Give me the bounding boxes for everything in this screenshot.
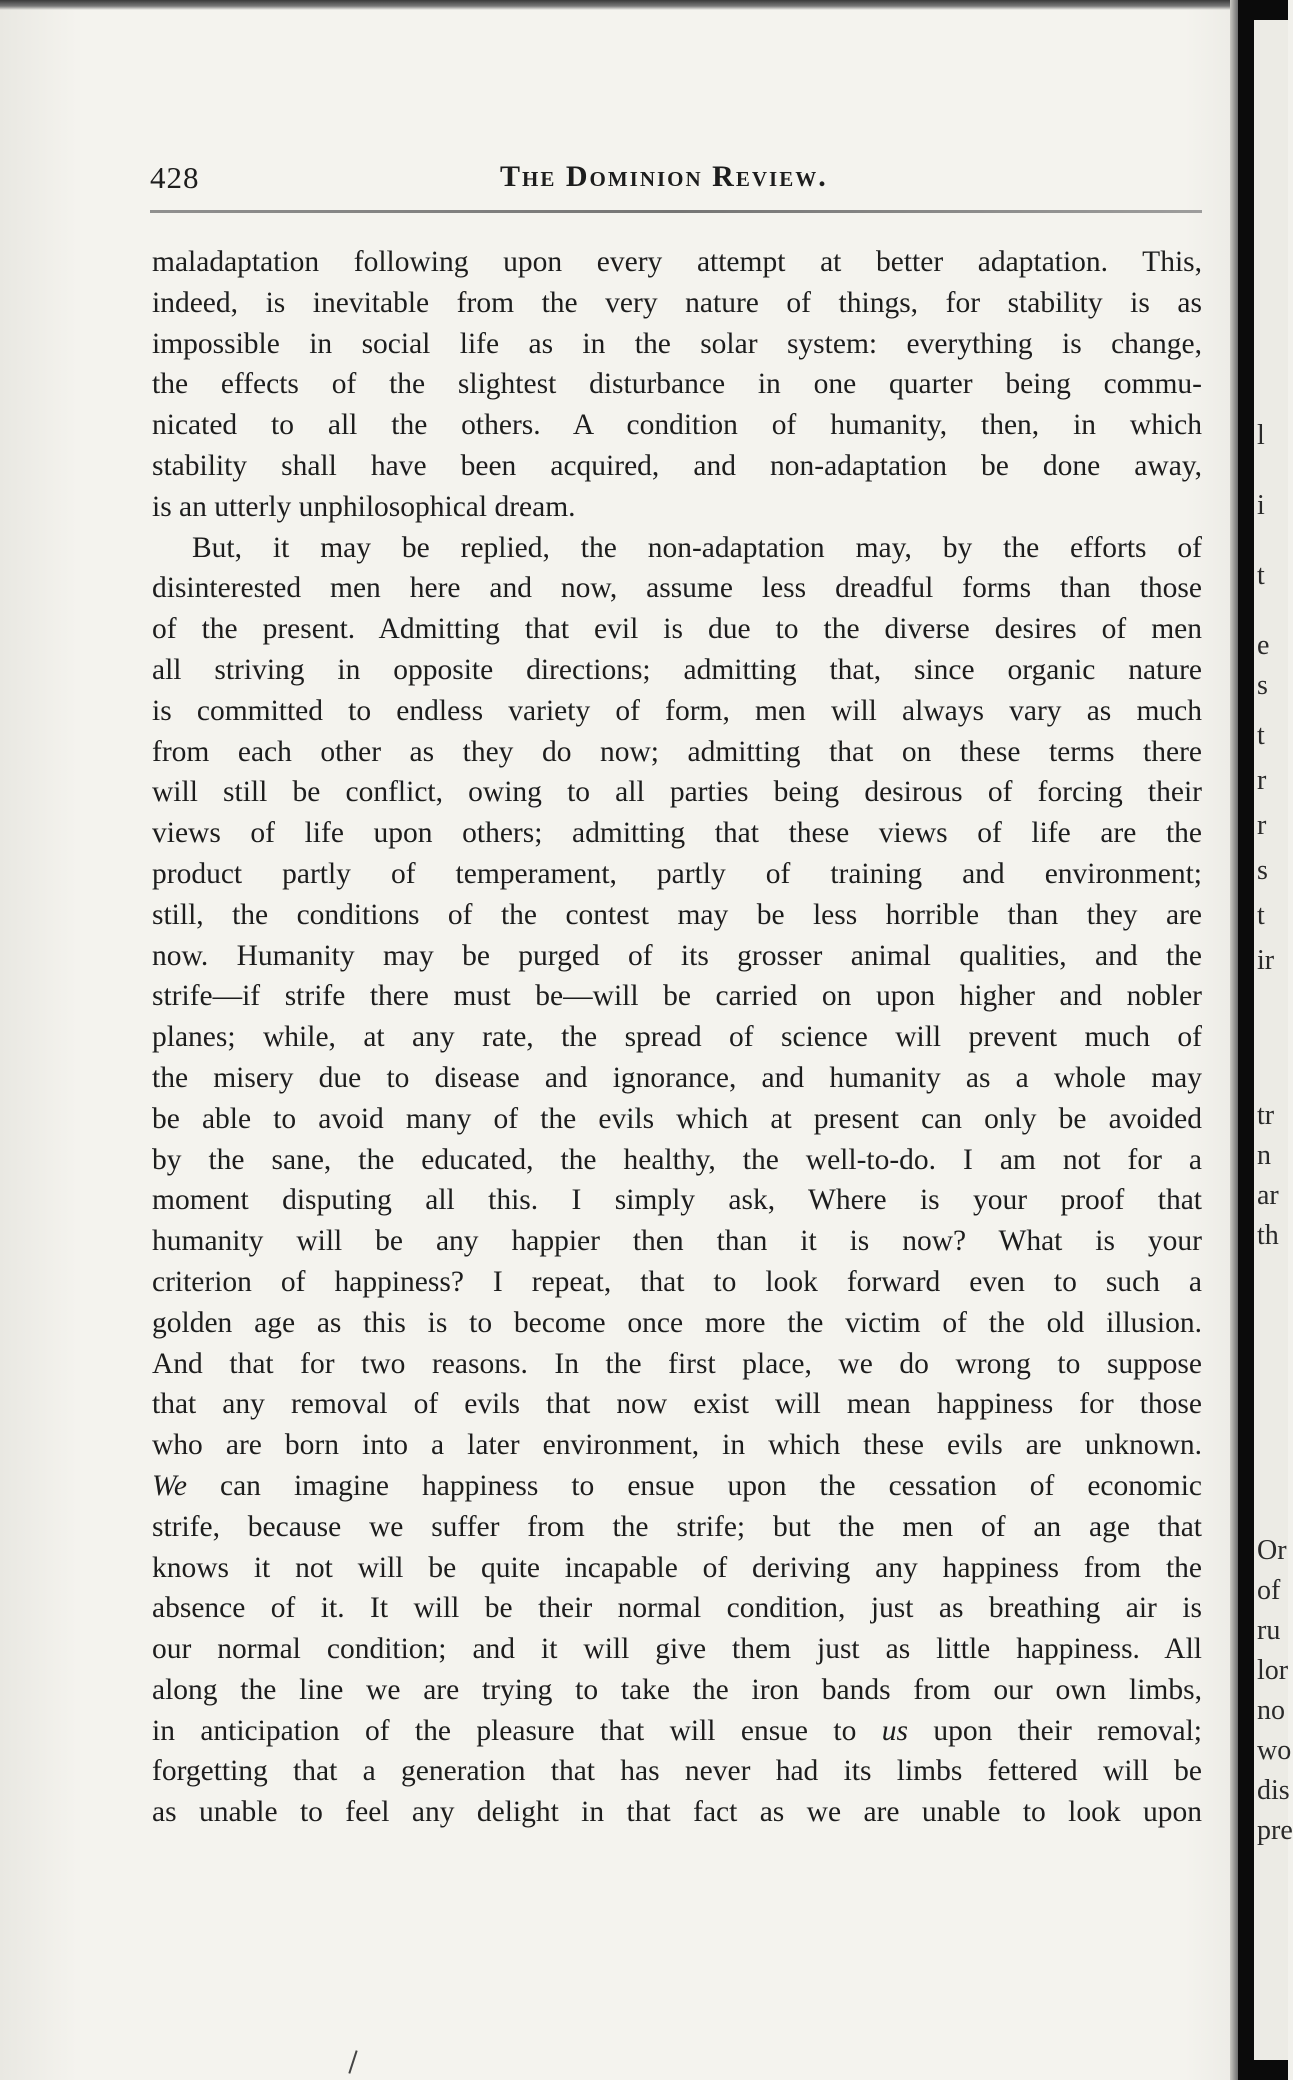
text-line: who are born into a later environment, in which these evils are unknown. [152, 1429, 1202, 1462]
text-line: humanity will be any happier then than it is now? What is your [152, 1225, 1202, 1258]
text-line: all striving in opposite directions; admitting that, since organic nature [152, 653, 1202, 686]
adjacent-fragment: wo [1257, 1735, 1292, 1766]
book-gutter [1230, 0, 1238, 2080]
adjacent-fragment: th [1257, 1220, 1279, 1251]
text-line: impossible in social life as in the solar system: everything is change, [152, 327, 1202, 360]
text-line: of the present. Admitting that evil is due to the diverse desires of men [152, 613, 1202, 646]
text-line: by the sane, the educated, the healthy, the well-to-do. I am not for a [152, 1143, 1202, 1176]
adjacent-fragment: t [1257, 900, 1265, 931]
text-line: will still be conflict, owing to all parties being desirous of forcing their [152, 776, 1202, 809]
adjacent-fragment: dis [1257, 1775, 1290, 1806]
text-line: strife, because we suffer from the strife; but the men of an age that [152, 1510, 1202, 1543]
text-line: our normal condition; and it will give them just as little happiness. All [152, 1633, 1202, 1666]
text-line: the effects of the slightest disturbance in one quarter being commu- [152, 368, 1202, 401]
text-line: But, it may be replied, the non-adaptation may, by the efforts of [192, 531, 1202, 564]
text-line: is committed to endless variety of form, men will always vary as much [152, 694, 1202, 727]
text-line: be able to avoid many of the evils which at present can only be avoided [152, 1102, 1202, 1135]
adjacent-fragment: t [1257, 560, 1265, 591]
adjacent-fragment: s [1257, 855, 1268, 886]
page-number: 428 [150, 160, 200, 195]
running-header [150, 160, 1202, 204]
text-line: disinterested men here and now, assume less dreadful forms than those [152, 572, 1202, 605]
adjacent-fragment: r [1257, 765, 1267, 796]
text-line: moment disputing all this. I simply ask, Where is your proof that [152, 1184, 1202, 1217]
text-line: nicated to all the others. A condition of humanity, then, in which [152, 409, 1202, 442]
adjacent-fragment: Or [1257, 1535, 1287, 1566]
adjacent-fragment: tr [1257, 1100, 1275, 1131]
page-top-shadow [0, 0, 1240, 10]
paragraph-2 [152, 528, 1202, 1834]
adjacent-fragment: ar [1257, 1180, 1279, 1211]
body-text [152, 242, 1202, 1833]
adjacent-fragment: r [1257, 810, 1267, 841]
text-line: We can imagine happiness to ensue upon the cessation of economic [152, 1469, 1202, 1502]
text-line: forgetting that a generation that has never had its limbs fettered will be [152, 1755, 1202, 1788]
text-line: views of life upon others; admitting that these views of life are the [152, 817, 1202, 850]
adjacent-fragment: no [1257, 1695, 1285, 1726]
text-line: stability shall have been acquired, and non-adaptation be done away, [152, 449, 1202, 482]
adjacent-fragment: s [1257, 670, 1268, 701]
text-line: from each other as they do now; admitting that on these terms there [152, 735, 1202, 768]
text-line: indeed, is inevitable from the very nature of things, for stability is as [152, 286, 1202, 319]
ink-mark [348, 2050, 357, 2073]
text-line: planes; while, at any rate, the spread of science will prevent much of [152, 1021, 1202, 1054]
adjacent-fragment: ir [1257, 945, 1275, 976]
adjacent-fragment: of [1257, 1575, 1281, 1606]
text-line: as unable to feel any delight in that fact as we are unable to look upon [152, 1796, 1202, 1829]
text-line: in anticipation of the pleasure that will ensue to us upon their removal; [152, 1714, 1202, 1747]
text-line: golden age as this is to become once more the victim of the old illusion. [152, 1306, 1202, 1339]
adjacent-fragment: n [1257, 1140, 1271, 1171]
adjacent-fragment: i [1257, 490, 1265, 521]
adjacent-fragment: pre [1257, 1815, 1293, 1846]
text-line: maladaptation following upon every attempt at better adaptation. This, [152, 246, 1202, 278]
text-line: absence of it. It will be their normal condition, just as breathing air is [152, 1592, 1202, 1625]
text-line: along the line we are trying to take the iron bands from our own limbs, [152, 1673, 1202, 1706]
adjacent-page-edge [1254, 20, 1293, 2060]
paragraph-1 [152, 242, 1202, 528]
adjacent-fragment: l [1257, 420, 1265, 451]
text-line: knows it not will be quite incapable of deriving any happiness from the [152, 1551, 1202, 1584]
text-line: still, the conditions of the contest may be less horrible than they are [152, 898, 1202, 931]
adjacent-fragment: e [1257, 630, 1270, 661]
text-line: now. Humanity may be purged of its grosser animal qualities, and the [152, 939, 1202, 972]
text-line: that any removal of evils that now exist will mean happiness for those [152, 1388, 1202, 1421]
text-line: the misery due to disease and ignorance, and humanity as a whole may [152, 1061, 1202, 1094]
text-line: product partly of temperament, partly of training and environment; [152, 857, 1202, 890]
text-line: criterion of happiness? I repeat, that to look forward even to such a [152, 1265, 1202, 1298]
text-line: And that for two reasons. In the first place, we do wrong to suppose [152, 1347, 1202, 1380]
adjacent-fragment: t [1257, 720, 1265, 751]
header-rule [150, 210, 1202, 213]
text-line: strife—if strife there must be—will be carried on upon higher and nobler [152, 980, 1202, 1013]
text-line: is an utterly unphilosophical dream. [152, 490, 576, 523]
adjacent-fragment: ru [1257, 1615, 1281, 1646]
running-title: The Dominion Review. [500, 160, 828, 193]
adjacent-fragment: lor [1257, 1655, 1289, 1686]
